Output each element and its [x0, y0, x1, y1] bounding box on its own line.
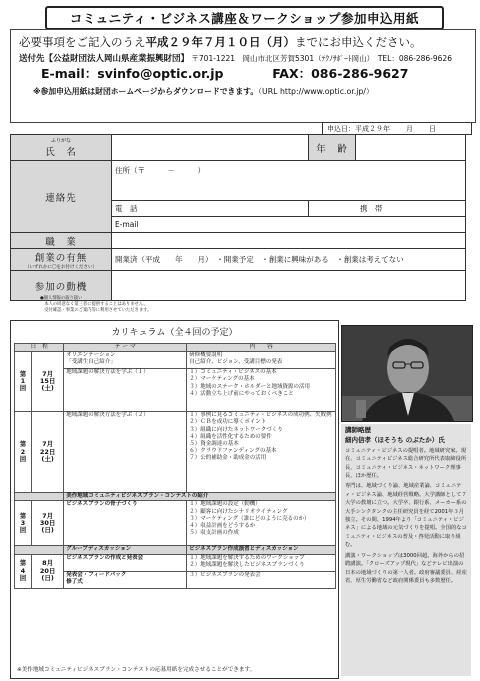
startup-options[interactable]: 開業済（平成 年 月） ・開業予定 ・創業に興味がある ・創業は考えてない [112, 249, 466, 271]
fax-number: FAX：086-286-9627 [272, 66, 409, 81]
curriculum-heading: カリキュラム（全４回の予定） [111, 327, 238, 338]
lecturer-name: 細内信孝（ほそうち のぶたか）氏 [345, 436, 445, 445]
mobile-field[interactable]: 携 帯 [309, 201, 466, 217]
occupation-label: 職 業 [11, 233, 112, 249]
email-field[interactable]: E-mail [112, 217, 466, 233]
occupation-field[interactable] [112, 233, 466, 249]
send-to-line [19, 52, 452, 64]
table-row: 第 3 回 7月 30日 (日) ビジネスプランの骨子づくり １）地域課題の設定（動機） ２）顧客に向けたシナリオライティング ３）マーケティング（誰にどのように売るのか） ４）収益計画をどうするか ５）収支計画の作成 [15, 501, 336, 546]
org-name: 送付先【公益財団法人岡山県産業振興財団】 [19, 54, 190, 64]
bio-title: 講師略歴 [345, 426, 371, 434]
contact-label: 連絡先 [11, 161, 112, 233]
table-row: 第 4 回 8月 20日 (日) ビジネスプランの作成と発表会 １）地域課題を解決するためのワークショップ ２）地域課題を解決したビジネスプランづくり [15, 554, 336, 571]
contact-line [41, 64, 408, 82]
download-note: ※参加申込用紙は財団ホームページからダウンロードできます。（URL http://www.optic.or.jp/） [33, 87, 374, 96]
name-label: ふりがな 氏 名 [11, 135, 112, 161]
submission-box [10, 29, 476, 123]
motive-field[interactable] [112, 271, 466, 301]
application-form-table [10, 134, 466, 301]
table-row: グループディスカッション ビジネスプラン作成演習とディスカッション [15, 546, 336, 554]
deadline-date: 平成２９年７月１０日（月） [145, 35, 295, 49]
website-url[interactable]: （URL http://www.optic.or.jp/） [258, 87, 374, 96]
org-address: 〒701-1221 岡山市北区芳賀5301（ﾃｸﾉｻﾎﾟｰﾄ岡山） TEL：086-286-9626 [191, 54, 452, 63]
application-date: 申込日：平成２９年 月 日 [322, 122, 472, 135]
phone-field[interactable]: 電 話 [112, 201, 309, 217]
table-row: 第 2 回 7月 22日 (土) 地域課題の解決方法を学ぶ（２） １）事例に見るコミュニティ・ビジネスの成功例、失敗例 ２）ＣＢを成功に導くポイント ３）組織に向けたネットワークづくり ４）組織を活性化するための要件 ５）資金調達の基本 ６）クラウドファンディングの基本 ７）公的補助金・助成金の活用 [15, 412, 336, 493]
lecturer-bio [341, 424, 471, 676]
privacy-notes: ●個人情報の取り扱い 本人の同意なく第三者に提供することはありません。 受付確認・事業のご案内等に利用させていただきます。 [40, 296, 152, 313]
bio-paragraph: コミュニティ・ビジネスの提唱者。地域研究家。現在、コミュニティビジネス総合研究所代表取締役所長、コミュニティ・ビジネス・ネットワーク理事長、ほか歴任。 [345, 447, 467, 480]
table-row: 発表会・フィードバック 修了式 ３）ビジネスプランの発表会 [15, 571, 336, 588]
name-field[interactable] [112, 135, 309, 161]
lecturer-portrait-icon [342, 326, 472, 421]
lecturer-photo [341, 325, 473, 422]
curriculum-table [14, 343, 336, 589]
table-row: 第 1 回 7月 15日 (土) オリエンテーション 「受講生自己紹介」 研修概要説明 自己紹介、ビジョン、受講目標の発表 [15, 352, 336, 369]
deadline-line: 必要事項をご記入のうえ平成２９年７月１０日（月）までにお申込ください。 [19, 35, 422, 49]
table-row: 美作地域コミュニティビジネスプラン・コンテストの紹介 [15, 493, 336, 501]
email-address[interactable]: E-mail：svinfo@optic.or.jp [41, 66, 224, 81]
form-title: コミュニティ・ビジネス講座＆ワークショップ参加申込用紙 [45, 6, 444, 30]
address-field[interactable]: 住所（〒 － ） [112, 161, 466, 201]
age-label: 年 齢 [309, 135, 356, 161]
startup-label: 創業の有無 （いずれかに〇をお付けください） [11, 249, 112, 271]
bio-paragraph: 専門は、地域づくり論、地域産業論、コミュニティ・ビジネス論、地域経営戦略。大学講師として７大学の教壇に立つ。大学卒、銀行系、メーカー系の大手シンクタンクの主任研究員を経て2001年３月独立。その間、1994年より「コミュニティ・ビジネス」による地域の元気づくりを提唱。全国的なコミュニティ・ビジネスの普及・啓発活動に取り組む。 [345, 483, 467, 549]
curriculum-footnote: ※美作地域コミュニティビジネスプラン・コンテストの応募用紙を完成させることができます。 [17, 667, 256, 673]
bio-paragraph: 講演・ワークショップは3000回超。海外からの招聘講演。「クローズアップ現代」などテレビ出演の日本の地域づくりの第一人者。政府審議委員、経産省、厚生労働省など政府関係委員も多数歴任。 [345, 552, 467, 584]
curriculum-header-row: 日 程 テ ー マ 内 容 [15, 344, 336, 352]
age-field[interactable] [356, 135, 466, 161]
curriculum-box [10, 320, 339, 679]
motive-label: 参加の動機 [11, 271, 112, 301]
table-row: 地域課題の解決方法を学ぶ（１） １）コミュニティ・ビジネスの基本 ２）マーケティングの基本 ３）地域のステーク・ホルダーと地域資源の活用 ４）活動立ち上げ前にやっておくべきこと [15, 369, 336, 412]
